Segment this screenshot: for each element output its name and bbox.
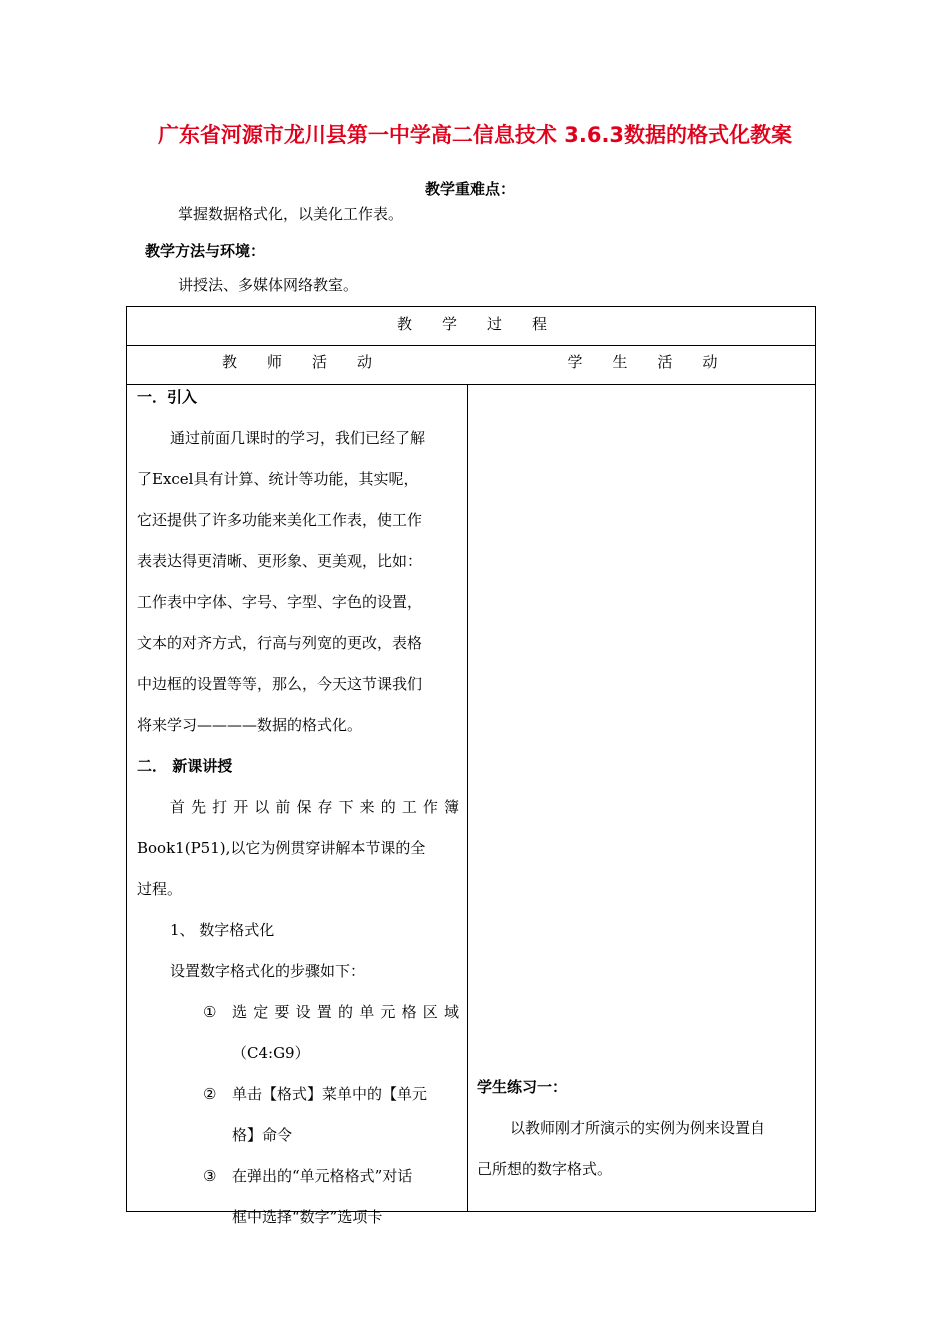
intro-line: 中边框的设置等等，那么，今天这节课我们 (137, 675, 423, 693)
intro-line: 它还提供了许多功能来美化工作表，使工作 (137, 511, 423, 529)
subsection-title: 1、 数字格式化 (170, 921, 275, 939)
step-number: ② (203, 1085, 217, 1103)
intro-line: 了Excel具有计算、统计等功能，其实呢， (137, 470, 419, 488)
intro-line: 通过前面几课时的学习，我们已经了解 (170, 429, 426, 447)
step-line: （C4:G9） (232, 1044, 310, 1062)
step-line: 框中选择“数字”选项卡 (232, 1208, 383, 1226)
teacher-activity-cell (137, 377, 459, 1238)
section-new-lesson-title: 二． 新课讲授 (137, 757, 233, 775)
step-line: 选定要设置的单元格区域 (232, 1003, 459, 1021)
teacher-activity-header: 教 师 活 动 (221, 353, 372, 371)
student-exercise-line: 以教师刚才所演示的实例为例来设置自 (510, 1119, 766, 1137)
key-points-text: 掌握数据格式化，以美化工作表。 (178, 205, 404, 223)
step-line: 单击【格式】菜单中的【单元 (232, 1085, 428, 1103)
lesson-line: Book1(P51),以它为例贯穿讲解本节课的全 (137, 839, 426, 857)
lesson-line: 首先打开以前保存下来的工作簿 (170, 798, 459, 816)
column-divider (467, 384, 468, 1211)
intro-line: 工作表中字体、字号、字型、字色的设置， (137, 593, 423, 611)
intro-line: 文本的对齐方式，行高与列宽的更改，表格 (137, 634, 423, 652)
key-points-heading: 教学重难点： (425, 180, 516, 198)
method-heading: 教学方法与环境： (145, 242, 266, 260)
step-line: 在弹出的“单元格格式”对话 (232, 1167, 413, 1185)
step-number: ③ (203, 1167, 217, 1185)
section-intro-title: 一．引入 (137, 388, 198, 406)
step-line: 格】命令 (232, 1126, 293, 1144)
student-exercise-title: 学生练习一： (477, 1078, 568, 1096)
method-text: 讲授法、多媒体网络教室。 (178, 276, 359, 294)
lesson-process-table (126, 306, 816, 1226)
step-number: ① (203, 1003, 217, 1021)
intro-line: 将来学习————数据的格式化。 (137, 716, 363, 734)
steps-intro: 设置数字格式化的步骤如下： (170, 962, 366, 980)
table-divider (127, 345, 815, 346)
step-item (137, 992, 459, 1074)
intro-line: 表表达得更清晰、更形象、更美观，比如： (137, 552, 423, 570)
lesson-line: 过程。 (137, 880, 183, 898)
student-activity-header: 学 生 活 动 (567, 353, 718, 371)
step-item (137, 1156, 459, 1238)
student-exercise-line: 己所想的数字格式。 (477, 1160, 613, 1178)
step-item (137, 1074, 459, 1156)
document-title: 广东省河源市龙川县第一中学高二信息技术 3.6.3数据的格式化教案 (157, 123, 793, 147)
student-activity-cell (477, 1067, 807, 1190)
process-header: 教 学 过 程 (396, 315, 547, 333)
